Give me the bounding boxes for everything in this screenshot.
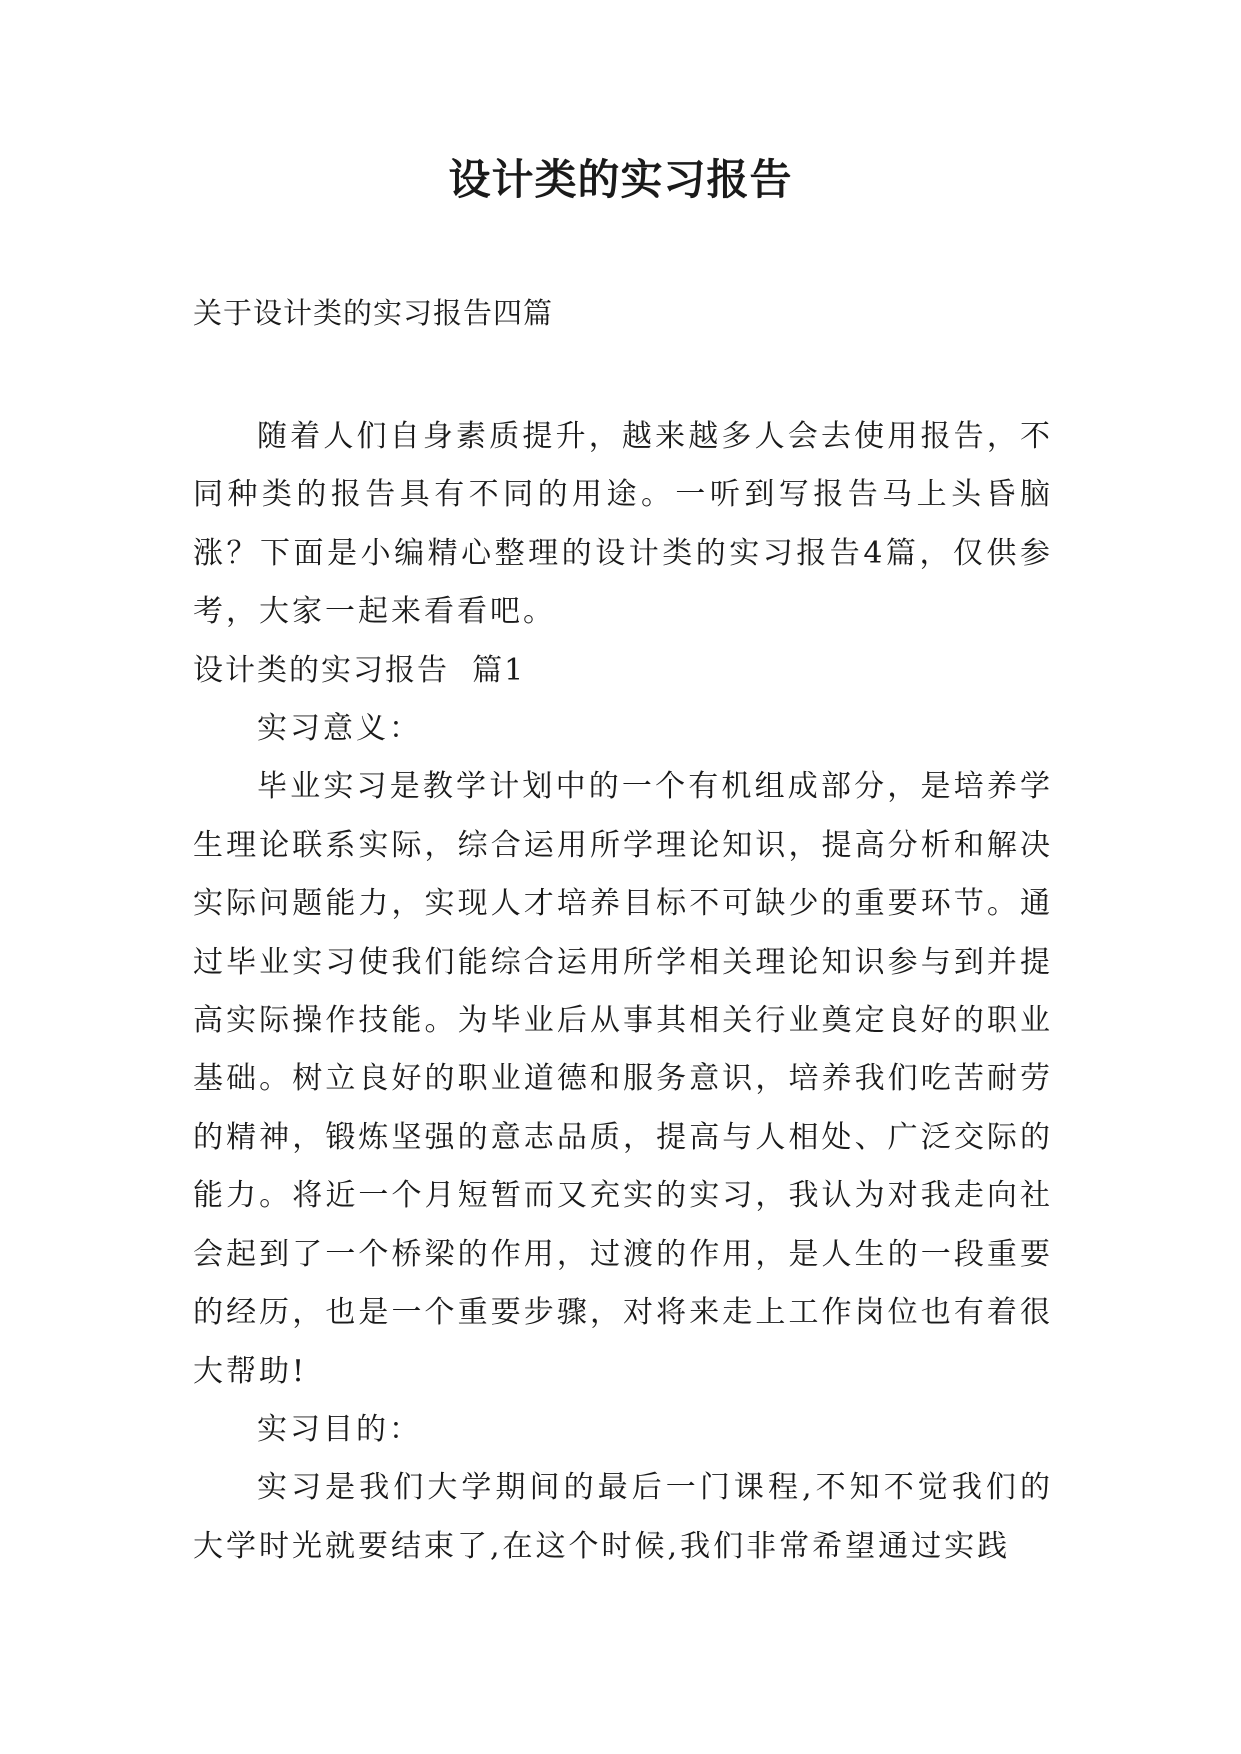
significance-paragraph: 毕业实习是教学计划中的一个有机组成部分，是培养学生理论联系实际，综合运用所学理论知识，提高分析和解决实际问题能力，实现人才培养目标不可缺少的重要环节。通过毕业实习使我们能综合运用所学相关理论知识参与到并提高实际操作技能。为毕业后从事其相关行业奠定良好的职业基础。树立良好的职业道德和服务意识，培养我们吃苦耐劳的精神，锻炼坚强的意志品质，提高与人相处、广泛交际的能力。将近一个月短暂而又充实的实习，我认为对我走向社会起到了一个桥梁的作用，过渡的作用，是人生的一段重要的经历，也是一个重要步骤，对将来走上工作岗位也有着很大帮助! bbox=[193, 769, 1053, 1389]
intro-paragraph: 随着人们自身素质提升，越来越多人会去使用报告，不同种类的报告具有不同的用途。一听到写报告马上头昏脑涨？下面是小编精心整理的设计类的实习报告4篇，仅供参考，大家一起来看看吧。 bbox=[193, 419, 1053, 630]
document-title: 设计类的实习报告 bbox=[448, 155, 793, 204]
purpose-paragraph: 实习是我们大学期间的最后一门课程,不知不觉我们的大学时光就要结束了,在这个时候,我们非常希望通过实践 bbox=[193, 1470, 1053, 1564]
significance-label: 实习意义： bbox=[257, 711, 422, 747]
section-heading: 设计类的实习报告 篇1 bbox=[193, 652, 526, 688]
document-body bbox=[193, 408, 1053, 1576]
purpose-label: 实习目的： bbox=[257, 1411, 422, 1447]
document-subtitle: 关于设计类的实习报告四篇 bbox=[193, 296, 554, 330]
